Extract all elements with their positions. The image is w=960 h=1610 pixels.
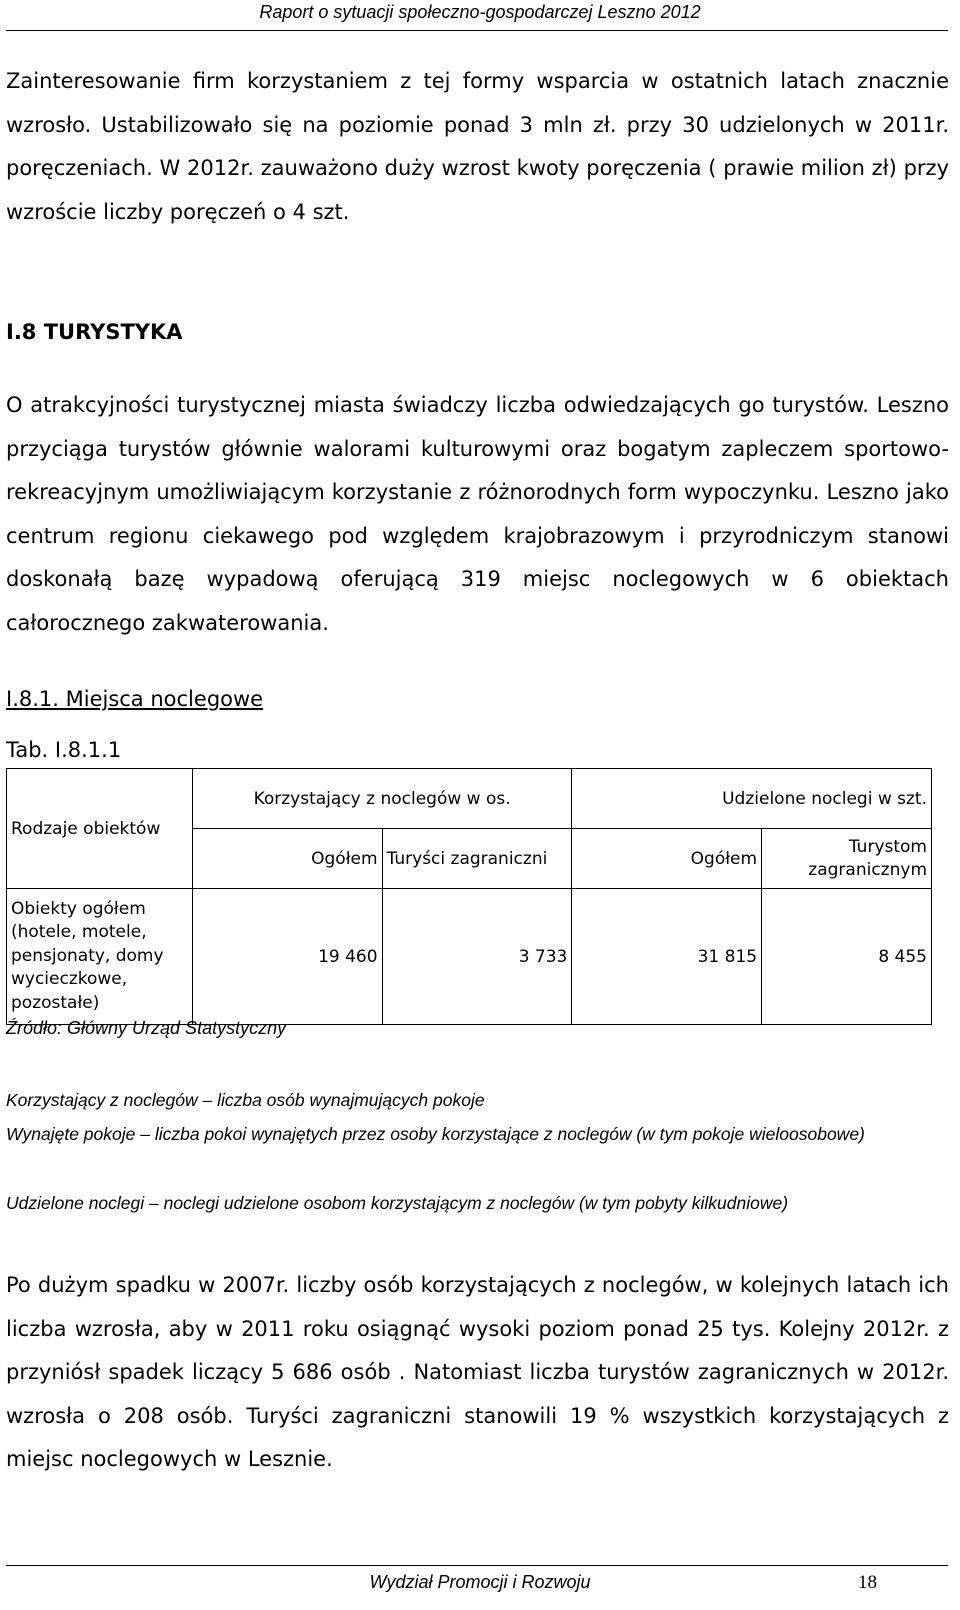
table-row-label: Obiekty ogółem (hotele, motele, pensjonaty, domy wycieczkowe, pozostałe) xyxy=(7,889,193,1025)
table-subheader-foreign-guests: Turyści zagraniczni xyxy=(382,829,572,889)
table-group-header-nights: Udzielone noclegi w szt. xyxy=(572,769,932,829)
table-cell-total-nights: 31 815 xyxy=(572,889,762,1025)
intro-paragraph: Zainteresowanie firm korzystaniem z tej formy wsparcia w ostatnich latach znacznie wzrosło. Ustabilizowało się na poziomie ponad 3 mln zł. przy 30 udzielonych w 2011r. poręczeniach. W 2012r. zauważono duży wzrost kwoty poręczenia ( prawie milion zł) przy wzroście liczby poręczeń o 4 szt. xyxy=(6,69,949,224)
page-header-title: Raport o sytuacji społeczno-gospodarczej Leszno 2012 xyxy=(259,2,701,22)
accommodation-table xyxy=(6,768,932,1025)
table-caption: Tab. I.8.1.1 xyxy=(6,738,122,762)
section-paragraph: O atrakcyjności turystycznej miasta świadczy liczba odwiedzających go turystów. Leszno przyciąga turystów głównie walorami kulturowymi oraz bogatym zapleczem sportowo-rekreacyjnym umożliwiającym korzystanie z różnorodnych form wypoczynku. Leszno jako centrum regionu ciekawego pod względem krajobrazowym i przyrodniczym stanowi doskonałą bazę wypadową oferującą 319 miejsc noclegowych w 6 obiektach całorocznego zakwaterowania. xyxy=(6,393,949,635)
table-source: Źródło: Główny Urząd Statystyczny xyxy=(6,1018,287,1038)
footer-department: Wydział Promocji i Rozwoju xyxy=(369,1572,591,1592)
table-subheader-total-guests: Ogółem xyxy=(192,829,382,889)
section-heading: I.8 TURYSTYKA xyxy=(6,320,183,344)
table-group-header-guests: Korzystający z noclegów w os. xyxy=(192,769,572,829)
page-number: 18 xyxy=(858,1572,877,1593)
header-divider xyxy=(6,30,948,31)
table-cell-foreign-nights: 8 455 xyxy=(762,889,932,1025)
subsection-heading: I.8.1. Miejsca noclegowe xyxy=(6,687,264,711)
table-cell-total-guests: 19 460 xyxy=(192,889,382,1025)
table-subheader-foreign-nights: Turystom zagranicznym xyxy=(762,829,932,889)
table-row-header: Rodzaje obiektów xyxy=(7,769,193,889)
table-subheader-total-nights: Ogółem xyxy=(572,829,762,889)
table-row xyxy=(7,889,932,1025)
definition-nights: Udzielone noclegi – noclegi udzielone osobom korzystającym z noclegów (w tym pobyty kilkudniowe) xyxy=(6,1193,789,1213)
closing-paragraph: Po dużym spadku w 2007r. liczby osób korzystających z noclegów, w kolejnych latach ich liczba wzrosła, aby w 2011 roku osiągnąć wysoki poziom ponad 25 tys. Kolejny 2012r. z przyniósł spadek liczący 5 686 osób . Natomiast liczba turystów zagranicznych w 2012r. wzrosła o 208 osób. Turyści zagraniczni stanowili 19 % wszystkich korzystających z miejsc noclegowych w Lesznie. xyxy=(6,1273,949,1471)
table-cell-foreign-guests: 3 733 xyxy=(382,889,572,1025)
definition-rooms: Wynajęte pokoje – liczba pokoi wynajętych przez osoby korzystające z noclegów (w tym pokoje wieloosobowe) xyxy=(6,1124,865,1144)
definition-guests: Korzystający z noclegów – liczba osób wynajmujących pokoje xyxy=(6,1090,485,1110)
footer-divider xyxy=(6,1565,948,1566)
